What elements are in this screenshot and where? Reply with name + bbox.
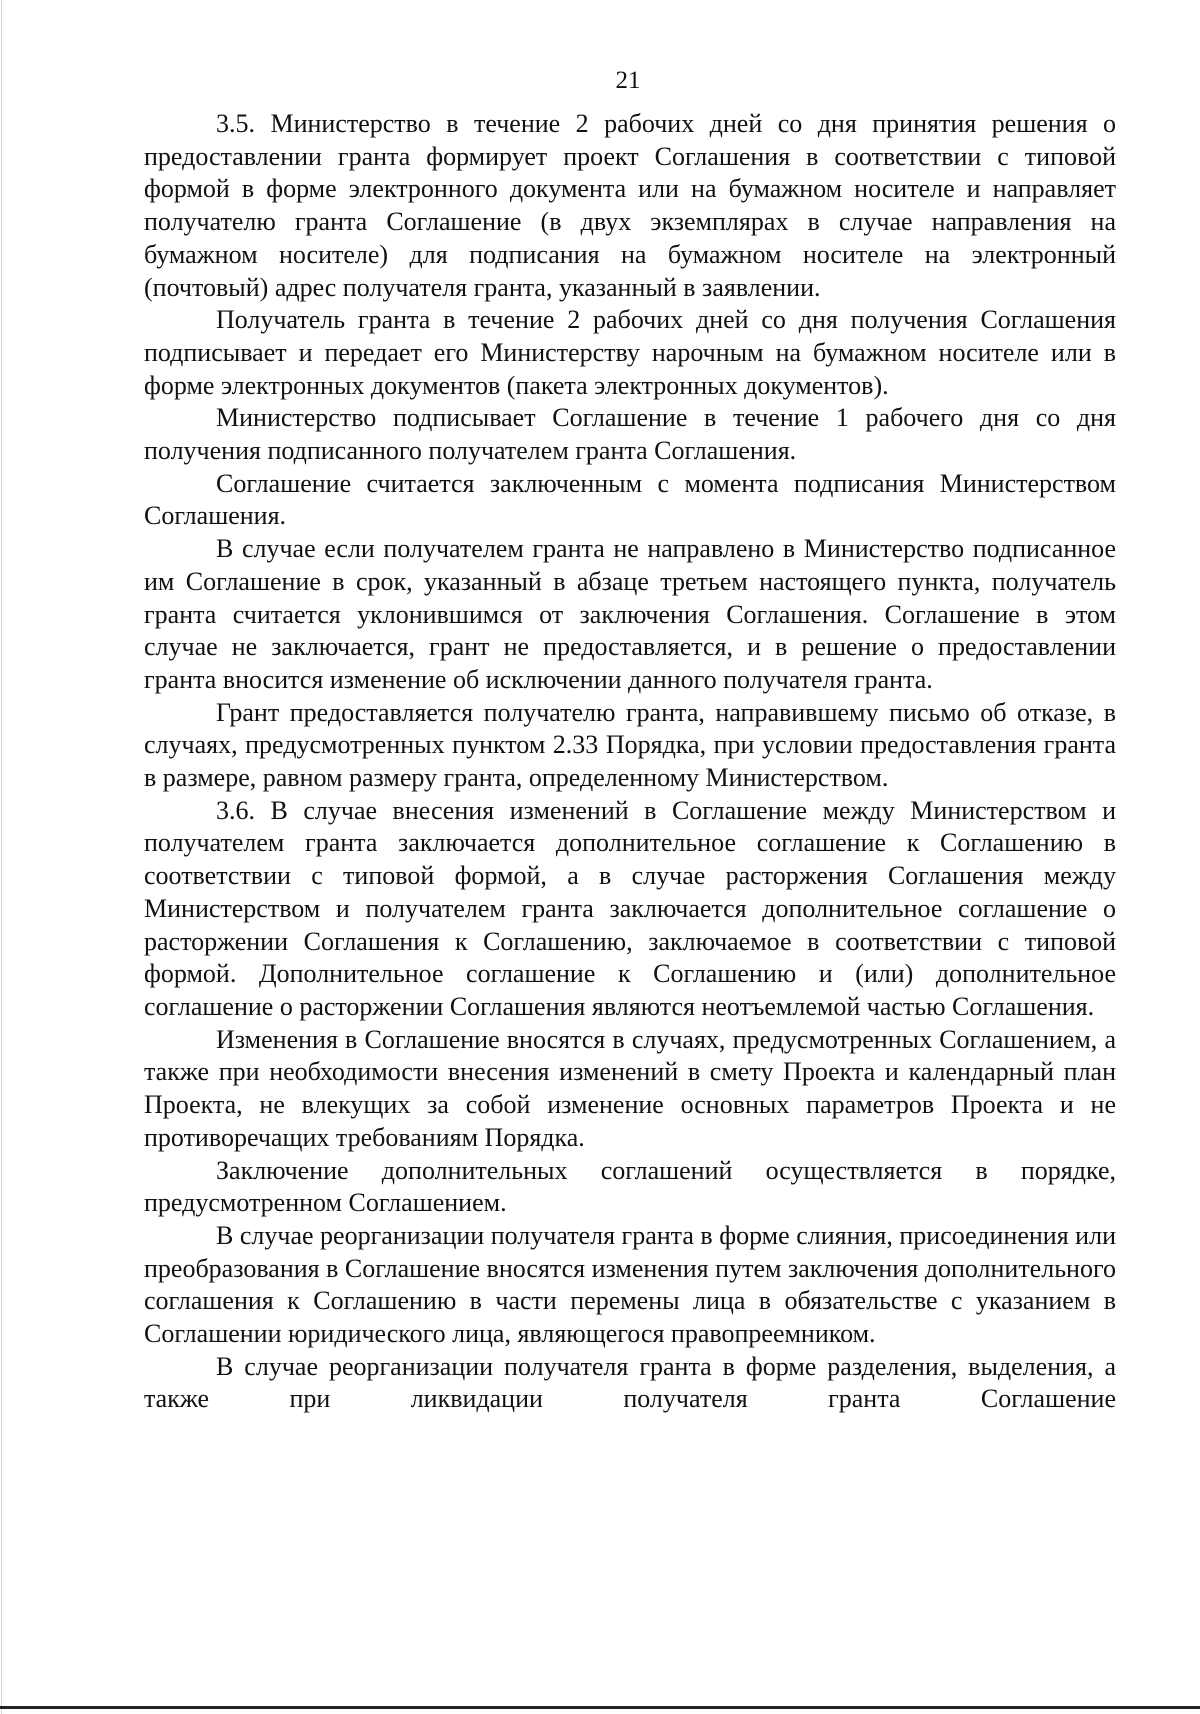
paragraph-reorganization-merger: В случае реорганизации получателя гранта в форме слияния, присоединения или преобразования в Соглашение вносятся изменения путем заключения дополнительного соглашения к Соглашению в части перемены лица в обязательстве с указанием в Соглашении юридического лица, являющегося правопреемником. <box>144 1220 1116 1349</box>
paragraph-recipient-evaded: В случае если получателем гранта не направлено в Министерство подписанное им Соглашение в срок, указанный в абзаце третьем настоящего пункта, получатель гранта считается уклонившимся от заключения Соглашения. Соглашение в этом случае не заключается, грант не предоставляется, и в решение о предоставлении гранта вносится изменение об исключении данного получателя гранта. <box>144 534 1116 694</box>
paragraph-3-5: 3.5. Министерство в течение 2 рабочих дней со дня принятия решения о предоставлении гранта формирует проект Соглашения в соответствии с типовой формой в форме электронного документа или на бумажном носителе и направляет получателю гранта Соглашение (в двух экземплярах в случае направления на бумажном носителе) для подписания на бумажном носителе на электронный (почтовый) адрес получателя гранта, указанный в заявлении. <box>144 109 1116 302</box>
paragraph-ministry-signs: Министерство подписывает Соглашение в течение 1 рабочего дня со дня получения подписанного получателем гранта Соглашения. <box>144 403 1116 466</box>
document-body <box>144 108 1116 1416</box>
paragraph-amendments: Изменения в Соглашение вносятся в случаях, предусмотренных Соглашением, а также при необходимости внесения изменений в смету Проекта и календарный план Проекта, не влекущих за собой изменение основных параметров Проекта и не противоречащих требованиям Порядка. <box>144 1024 1116 1152</box>
paragraph-recipient-signs: Получатель гранта в течение 2 рабочих дней со дня получения Соглашения подписывает и передает его Министерству нарочным на бумажном носителе или в форме электронных документов (пакета электронных документов). <box>144 305 1116 400</box>
paragraph-additional-agreements: Заключение дополнительных соглашений осуществляется в порядке, предусмотренном Соглашением. <box>144 1155 1116 1218</box>
paragraph-3-6: 3.6. В случае внесения изменений в Соглашение между Министерством и получателем гранта заключается дополнительное соглашение к Соглашению в соответствии с типовой формой, а в случае расторжения Соглашения между Министерством и получателем гранта заключается дополнительное соглашение о расторжении Соглашения к Соглашению, заключаемое в соответствии с типовой формой. Дополнительное соглашение к Соглашению и (или) дополнительное соглашение о расторжении Соглашения являются неотъемлемой частью Соглашения. <box>144 795 1116 1021</box>
paragraph-reorganization-division: В случае реорганизации получателя гранта в форме разделения, выделения, а также при ликвидации получателя гранта Соглашение <box>144 1351 1116 1414</box>
paragraph-agreement-concluded: Соглашение считается заключенным с момента подписания Министерством Соглашения. <box>144 468 1116 531</box>
paragraph-grant-refusal-letter: Грант предоставляется получателю гранта, направившему письмо об отказе, в случаях, предусмотренных пунктом 2.33 Порядка, при условии предоставления гранта в размере, равном размеру гранта, определенному Министерством. <box>144 697 1116 793</box>
scan-edge-bottom <box>0 1706 1200 1709</box>
page-number: 21 <box>615 67 641 94</box>
scan-edge-left <box>1 0 2 1714</box>
